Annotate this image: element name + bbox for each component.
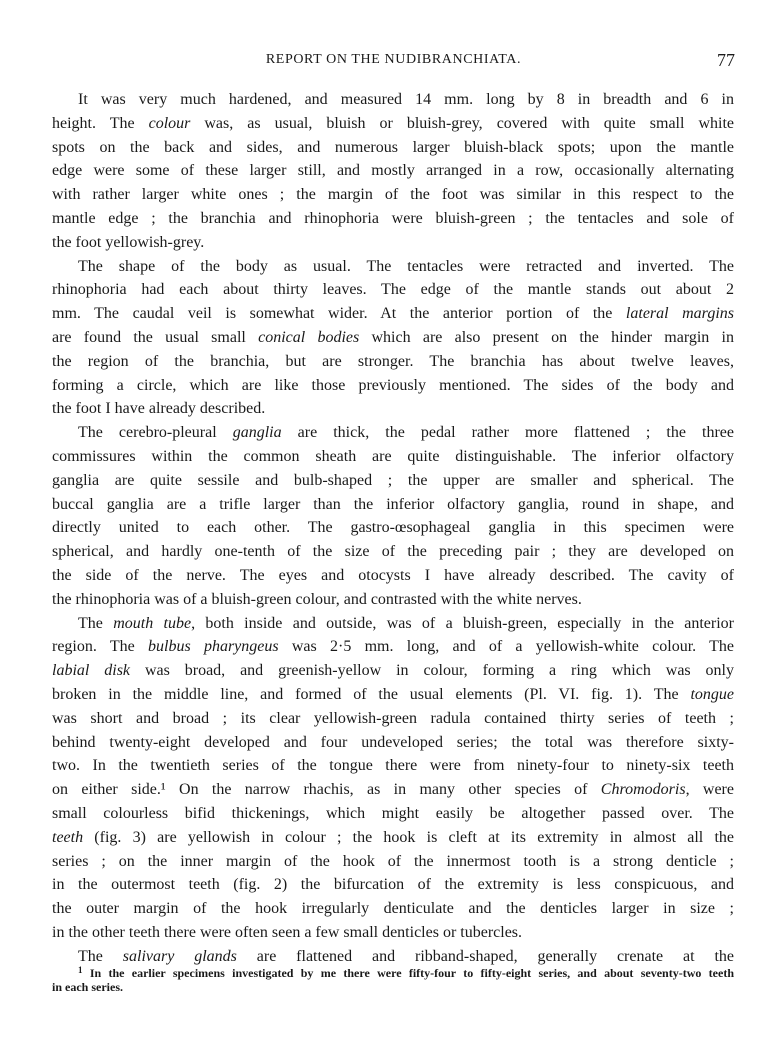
text-segment: was short and broad ; its clear yellowish-green radula contained thirty series of teeth ;	[52, 709, 734, 727]
text-segment: , were	[685, 781, 734, 799]
text-segment: the region of the branchia, but are stronger. The branchia has about twelve leaves,	[52, 352, 734, 370]
text-segment: two. In the twentieth series of the tongue there were from ninety-four to ninety-six teeth	[52, 757, 734, 775]
text-segment: directly united to each other. The gastro-œsophageal ganglia in this specimen were	[52, 519, 734, 537]
text-segment: in the outermost teeth (fig. 2) the bifurcation of the extremity is less conspicuous, and	[52, 876, 734, 894]
text-line	[52, 754, 734, 778]
footnote-text: In the earlier specimens investigated by me there were fifty-four to fifty-eight series, and about seventy-two teeth	[89, 966, 734, 980]
text-line	[52, 540, 734, 564]
text-line	[52, 635, 734, 659]
text-line	[52, 374, 734, 398]
text-segment: in the other teeth there were often seen a few small denticles or tubercles.	[52, 923, 523, 941]
text-segment: the foot I have already described.	[52, 400, 266, 418]
text-segment: The	[78, 614, 114, 632]
text-segment: the side of the nerve. The eyes and otocysts I have already described. The cavity of	[52, 566, 734, 584]
footnote-line	[52, 962, 734, 979]
text-segment: are flattened and ribband-shaped, generally crenate at the	[236, 947, 735, 965]
text-segment: rhinophoria had each about thirty leaves. The edge of the mantle stands out about 2	[52, 281, 734, 299]
text-line	[52, 897, 734, 921]
text-line	[52, 183, 734, 207]
text-line	[52, 612, 734, 636]
text-segment: are thick, the pedal rather more flattened ; the three	[281, 424, 734, 442]
text-segment: mm. The caudal veil is somewhat wider. At the anterior portion of the	[52, 305, 626, 323]
text-segment: edge were some of these larger still, and mostly arranged in a row, occasionally alternating	[52, 162, 734, 180]
text-segment: The shape of the body as usual. The tentacles were retracted and inverted. The	[78, 257, 734, 275]
italic-term: mouth tube	[113, 614, 192, 632]
text-line	[52, 564, 734, 588]
paragraph	[52, 421, 734, 611]
italic-term: teeth	[52, 828, 84, 846]
text-segment: The	[78, 947, 123, 965]
italic-term: bulbus pharyngeus	[148, 638, 279, 656]
body-text	[52, 88, 734, 968]
text-segment: on either side.¹ On the narrow rhachis, as in many other species of	[52, 781, 601, 799]
text-line	[52, 469, 734, 493]
page-number: 77	[717, 50, 735, 70]
text-segment: height. The	[52, 114, 149, 132]
text-line	[52, 231, 734, 255]
text-segment: , both inside and outside, was of a bluish-green, especially in the anterior	[191, 614, 734, 632]
text-line	[52, 778, 734, 802]
text-segment: are found the usual small	[52, 328, 259, 346]
text-line	[52, 278, 734, 302]
text-line	[52, 493, 734, 517]
italic-term: tongue	[690, 685, 734, 703]
text-segment: It was very much hardened, and measured 14 mm. long by 8 in breadth and 6 in	[78, 91, 734, 108]
text-segment: was 2·5 mm. long, and of a yellowish-white colour. The	[278, 638, 734, 656]
text-segment: the outer margin of the hook irregularly denticulate and the denticles larger in size ;	[52, 900, 734, 918]
text-line	[52, 350, 734, 374]
text-line	[52, 136, 734, 160]
text-line	[52, 516, 734, 540]
text-segment: commissures within the common sheath are quite distinguishable. The inferior olfactory	[52, 447, 734, 465]
text-line	[52, 302, 734, 326]
text-line	[52, 421, 734, 445]
text-segment: the foot yellowish-grey.	[52, 233, 205, 251]
text-line	[52, 731, 734, 755]
text-segment: ganglia are quite sessile and bulb-shaped ; the upper are smaller and spherical. The	[52, 471, 734, 489]
text-line	[52, 88, 734, 112]
text-line	[52, 326, 734, 350]
text-segment: the rhinophoria was of a bluish-green colour, and contrasted with the white nerves.	[52, 590, 582, 608]
italic-term: salivary glands	[122, 947, 237, 965]
italic-term: ganglia	[232, 424, 282, 442]
text-line	[52, 707, 734, 731]
text-segment: small colourless bifid thickenings, which might easily be altogether passed over. The	[52, 804, 734, 822]
text-line	[52, 159, 734, 183]
text-segment: region. The	[52, 638, 148, 656]
paragraph	[52, 255, 734, 422]
italic-term: labial disk	[52, 662, 131, 680]
text-segment: (fig. 3) are yellowish in colour ; the hook is cleft at its extremity in almost all the	[83, 828, 734, 846]
text-line	[52, 850, 734, 874]
text-line	[52, 588, 734, 612]
text-segment: mantle edge ; the branchia and rhinophoria were bluish-green ; the tentacles and sole of	[52, 209, 734, 227]
footnote-line	[52, 979, 734, 996]
text-line	[52, 397, 734, 421]
text-line	[52, 826, 734, 850]
text-line	[52, 207, 734, 231]
text-segment: series ; on the inner margin of the hook of the innermost tooth is a strong denticle ;	[52, 852, 734, 870]
running-title: REPORT ON THE NUDIBRANCHIATA.	[265, 52, 522, 67]
text-line	[52, 659, 734, 683]
text-line	[52, 802, 734, 826]
text-segment: spots on the back and sides, and numerous larger bluish-black spots; upon the mantle	[52, 138, 734, 156]
text-segment: behind twenty-eight developed and four undeveloped series; the total was therefore sixty-	[52, 733, 734, 751]
text-line	[52, 255, 734, 279]
italic-term: lateral margins	[625, 305, 734, 323]
text-segment: broken in the middle line, and formed of the usual elements (Pl. VI. fig. 1). The	[52, 685, 691, 703]
paragraph	[52, 612, 734, 945]
text-segment: was, as usual, bluish or bluish-grey, covered with quite small white	[190, 114, 735, 132]
text-line	[52, 112, 734, 136]
running-header	[52, 52, 735, 72]
paragraph	[52, 88, 734, 255]
footnote-text: in each series.	[52, 980, 123, 994]
text-segment: which are also present on the hinder margin in	[359, 328, 735, 346]
text-segment: The cerebro-pleural	[78, 424, 233, 442]
text-line	[52, 873, 734, 897]
text-segment: forming a circle, which are like those previously mentioned. The sides of the body and	[52, 376, 734, 394]
text-line	[52, 683, 734, 707]
footnote	[52, 962, 734, 996]
italic-term: colour	[148, 114, 191, 132]
footnote-marker: 1	[78, 965, 83, 975]
italic-term: Chromodoris	[600, 781, 686, 799]
text-line	[52, 445, 734, 469]
text-segment: buccal ganglia are a trifle larger than the inferior olfactory ganglia, round in shape, and	[52, 495, 734, 513]
text-segment: was broad, and greenish-yellow in colour, forming a ring which was only	[130, 662, 735, 680]
text-segment: spherical, and hardly one-tenth of the size of the preceding pair ; they are developed on	[52, 543, 734, 561]
text-segment: with rather larger white ones ; the margin of the foot was similar in this respect to the	[52, 186, 734, 204]
text-line	[52, 921, 734, 945]
italic-term: conical bodies	[258, 328, 360, 346]
